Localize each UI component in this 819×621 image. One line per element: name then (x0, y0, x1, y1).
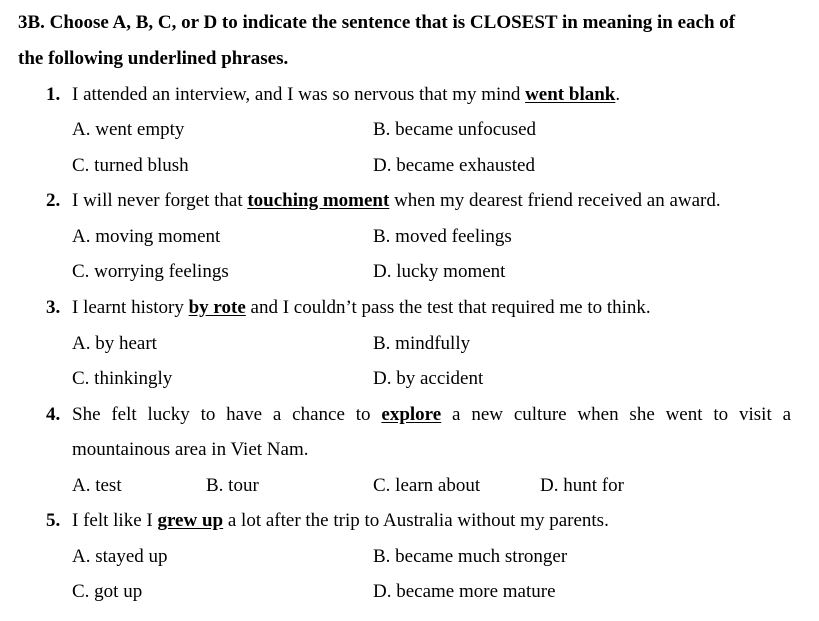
stem-text: I felt like I (72, 510, 158, 531)
option-a[interactable]: A. went empty (72, 119, 185, 140)
option-c[interactable]: C. turned blush (72, 155, 189, 176)
stem-text: I attended an interview, and I was so nervous that my mind (72, 84, 526, 105)
stem-text: She felt lucky to have a chance to (72, 404, 382, 425)
option-b[interactable]: B. became much stronger (373, 546, 568, 567)
option-a[interactable]: A. moving moment (72, 226, 221, 247)
option-b[interactable]: B. tour (206, 475, 259, 496)
question-number: 2. (46, 190, 61, 211)
underlined-phrase: went blank (525, 84, 616, 105)
underlined-phrase: touching moment (247, 190, 390, 211)
option-d[interactable]: D. became exhausted (373, 155, 535, 176)
option-a[interactable]: A. stayed up (72, 546, 168, 567)
question-stem (72, 510, 609, 532)
option-b[interactable]: B. moved feelings (373, 226, 512, 247)
question-stem (72, 84, 620, 106)
stem-text: and I couldn’t pass the test that required me to think. (245, 297, 651, 318)
underlined-phrase: explore (381, 404, 442, 425)
option-d[interactable]: D. by accident (373, 368, 484, 389)
underlined-phrase: grew up (157, 510, 224, 531)
option-d[interactable]: D. lucky moment (373, 261, 506, 282)
option-c[interactable]: C. got up (72, 581, 143, 602)
question-number: 1. (46, 84, 61, 105)
question-stem (72, 404, 791, 426)
question-stem-continuation: mountainous area in Viet Nam. (72, 439, 309, 460)
option-d[interactable]: D. became more mature (373, 581, 556, 602)
option-c[interactable]: C. worrying feelings (72, 261, 229, 282)
option-a[interactable]: A. test (72, 475, 122, 496)
stem-text: when my dearest friend received an award. (389, 190, 721, 211)
stem-text: I learnt history (72, 297, 189, 318)
stem-text: a lot after the trip to Australia without my parents. (223, 510, 609, 531)
question-number: 5. (46, 510, 61, 531)
underlined-phrase: by rote (188, 297, 246, 318)
stem-text: a new culture when she went to visit a (441, 404, 792, 425)
question-stem (72, 190, 721, 212)
stem-text: . (615, 84, 621, 105)
option-c[interactable]: C. learn about (373, 475, 481, 496)
option-a[interactable]: A. by heart (72, 333, 157, 354)
option-b[interactable]: B. mindfully (373, 333, 471, 354)
question-number: 4. (46, 404, 61, 425)
stem-text: I will never forget that (72, 190, 248, 211)
option-d[interactable]: D. hunt for (540, 475, 624, 496)
exercise-instruction-line-1: 3B. Choose A, B, C, or D to indicate the sentence that is CLOSEST in meaning in each of (18, 12, 736, 33)
exercise-instruction-line-2: the following underlined phrases. (18, 48, 289, 69)
option-c[interactable]: C. thinkingly (72, 368, 173, 389)
question-stem (72, 297, 651, 319)
question-number: 3. (46, 297, 61, 318)
option-b[interactable]: B. became unfocused (373, 119, 537, 140)
